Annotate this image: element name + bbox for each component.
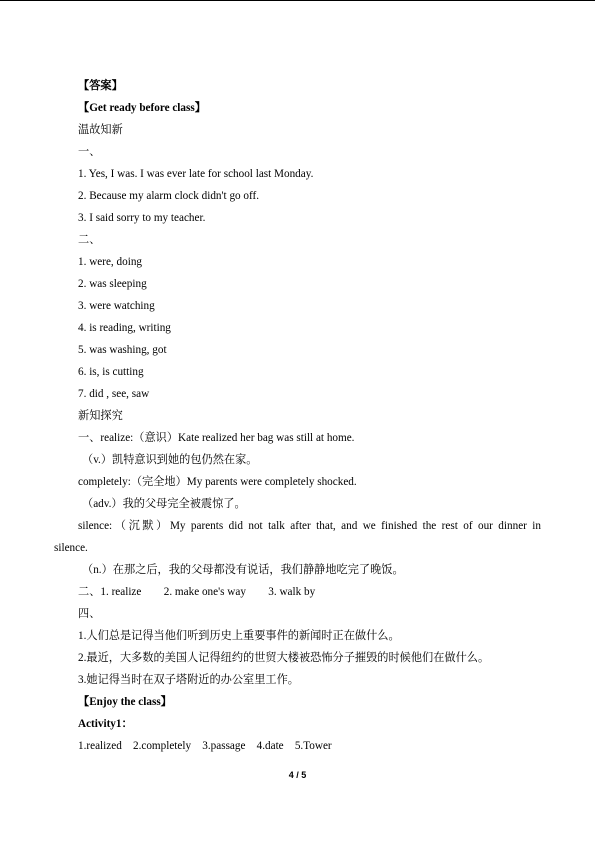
- section-heading-enjoy: 【Enjoy the class】: [78, 696, 172, 708]
- translation-answer: 3.她记得当时在双子塔附近的办公室里工作。: [78, 674, 299, 686]
- answer-line: 1. Yes, I was. I was ever late for school last Monday.: [78, 168, 314, 180]
- answer-line: 3. I said sorry to my teacher.: [78, 212, 206, 224]
- answer-line: 6. is, is cutting: [78, 366, 144, 378]
- vocab-translation: （adv.）我的父母完全被震惊了。: [82, 498, 246, 510]
- page-number: 4 / 5: [288, 770, 307, 780]
- vocab-line-continued: silence.: [54, 542, 88, 554]
- activity-answers: 1.realized 2.completely 3.passage 4.date 5.Tower: [78, 740, 332, 752]
- subheading-explore: 新知探究: [78, 410, 123, 422]
- answer-line: 3. were watching: [78, 300, 155, 312]
- vocab-translation: （n.）在那之后，我的父母都没有说话，我们静静地吃完了晚饭。: [82, 564, 404, 576]
- section-heading-get-ready: 【Get ready before class】: [78, 102, 206, 114]
- answer-line: 5. was washing, got: [78, 344, 167, 356]
- answer-line: 7. did , see, saw: [78, 388, 150, 400]
- answer-line: 2. Because my alarm clock didn't go off.: [78, 190, 260, 202]
- answer-line: 4. is reading, writing: [78, 322, 171, 334]
- vocab-line: completely:（完全地）My parents were completely shocked.: [78, 476, 357, 488]
- answer-line: 1. were, doing: [78, 256, 143, 268]
- vocab-line: 一、realize:（意识）Kate realized her bag was still at home.: [78, 432, 355, 444]
- part-label-one: 一、: [78, 146, 101, 158]
- subheading-review: 温故知新: [78, 124, 123, 136]
- translation-answer: 1.人们总是记得当他们听到历史上重要事件的新闻时正在做什么。: [78, 630, 400, 642]
- part-label-four: 四、: [78, 608, 101, 620]
- activity-label: Activity1：: [78, 718, 133, 730]
- part-label-two: 二、: [78, 234, 101, 246]
- answer-heading: 【答案】: [78, 80, 123, 92]
- vocab-line: silence:（沉默）My parents did not talk after that, and we finished the rest of our dinner in: [78, 520, 541, 532]
- answer-line: 2. was sleeping: [78, 278, 147, 290]
- part-two-answers: 二、1. realize 2. make one's way 3. walk by: [78, 586, 316, 598]
- page-top-rule: [0, 0, 595, 1]
- translation-answer: 2.最近，大多数的美国人记得纽约的世贸大楼被恐怖分子摧毁的时候他们在做什么。: [78, 652, 490, 664]
- vocab-translation: （v.）凯特意识到她的包仍然在家。: [82, 454, 258, 466]
